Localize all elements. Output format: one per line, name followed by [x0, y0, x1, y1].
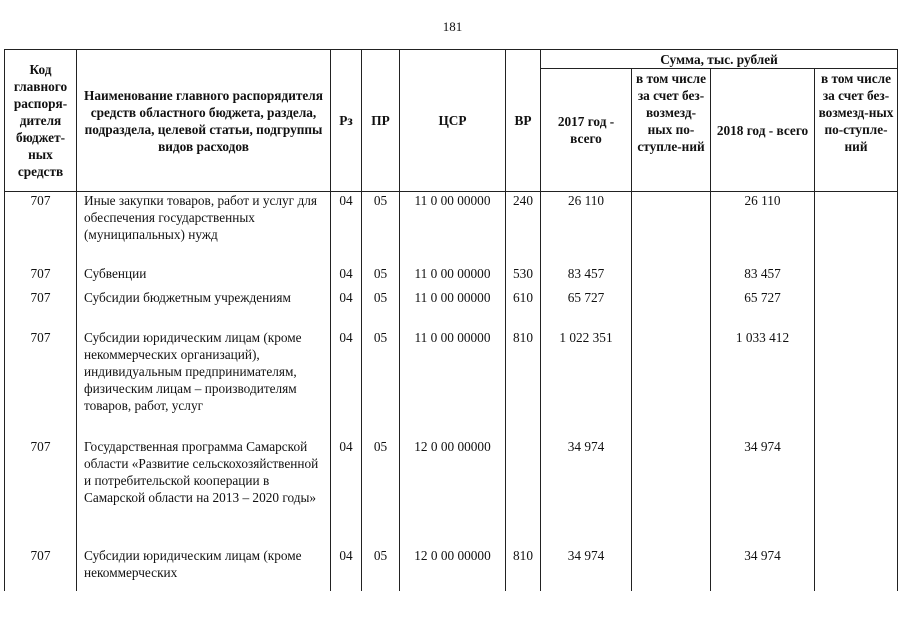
- header-rz: Рз: [331, 50, 362, 192]
- cell-2017-incl: [632, 265, 711, 289]
- cell-vr: 240: [506, 192, 541, 265]
- table-header: [5, 50, 898, 192]
- cell-2017-total: 34 974: [541, 438, 632, 547]
- cell-code: 707: [5, 192, 77, 265]
- cell-2018-total: 34 974: [711, 438, 815, 547]
- cell-csr: 12 0 00 00000: [400, 438, 506, 547]
- cell-2018-incl: [815, 329, 898, 438]
- cell-name: Субсидии юридическим лицам (кроме некоммерческих: [77, 547, 331, 591]
- cell-2017-total: 1 022 351: [541, 329, 632, 438]
- cell-2018-total: 83 457: [711, 265, 815, 289]
- table-row: [5, 289, 898, 329]
- cell-pr: 05: [362, 547, 400, 591]
- cell-2018-incl: [815, 438, 898, 547]
- page-number: 181: [442, 19, 463, 34]
- cell-vr: 530: [506, 265, 541, 289]
- cell-rz: 04: [331, 329, 362, 438]
- header-2017-total: 2017 год - всего: [541, 69, 632, 192]
- cell-2018-incl: [815, 265, 898, 289]
- cell-name: Субсидии бюджетным учреждениям: [77, 289, 331, 329]
- cell-2017-incl: [632, 192, 711, 265]
- header-name: Наименование главного распорядителя средств областного бюджета, раздела, подраздела, целевой статьи, подгруппы видов расходов: [77, 50, 331, 192]
- cell-vr: 810: [506, 547, 541, 591]
- header-sum: Сумма, тыс. рублей: [541, 50, 898, 69]
- header-code: Код главного распоря-дителя бюджет-ных средств: [5, 50, 77, 192]
- cell-csr: 11 0 00 00000: [400, 289, 506, 329]
- cell-rz: 04: [331, 289, 362, 329]
- cell-rz: 04: [331, 438, 362, 547]
- budget-table: [4, 49, 898, 591]
- cell-2018-incl: [815, 192, 898, 265]
- cell-code: 707: [5, 547, 77, 591]
- cell-csr: 11 0 00 00000: [400, 192, 506, 265]
- cell-code: 707: [5, 289, 77, 329]
- header-2017-incl: в том числе за счет без-возмезд-ных по-ступле-ний: [632, 69, 711, 192]
- cell-rz: 04: [331, 192, 362, 265]
- cell-2017-total: 26 110: [541, 192, 632, 265]
- cell-name: Иные закупки товаров, работ и услуг для обеспечения государственных (муниципальных) нужд: [77, 192, 331, 265]
- cell-2017-incl: [632, 289, 711, 329]
- table-row: [5, 547, 898, 591]
- header-2018-total: 2018 год - всего: [711, 69, 815, 192]
- cell-pr: 05: [362, 289, 400, 329]
- cell-2018-total: 1 033 412: [711, 329, 815, 438]
- cell-csr: 11 0 00 00000: [400, 265, 506, 289]
- cell-name: Государственная программа Самарской области «Развитие сельскохозяйственной и потребительской кооперации в Самарской области на 2013 – 2020 годы»: [77, 438, 331, 547]
- cell-rz: 04: [331, 547, 362, 591]
- cell-csr: 12 0 00 00000: [400, 547, 506, 591]
- cell-2017-incl: [632, 438, 711, 547]
- cell-2017-total: 34 974: [541, 547, 632, 591]
- cell-vr: 610: [506, 289, 541, 329]
- cell-pr: 05: [362, 438, 400, 547]
- cell-2018-total: 26 110: [711, 192, 815, 265]
- cell-code: 707: [5, 329, 77, 438]
- cell-pr: 05: [362, 329, 400, 438]
- cell-2017-total: 65 727: [541, 289, 632, 329]
- header-csr: ЦСР: [400, 50, 506, 192]
- cell-pr: 05: [362, 265, 400, 289]
- table-row: [5, 438, 898, 547]
- cell-name: Субвенции: [77, 265, 331, 289]
- cell-name: Субсидии юридическим лицам (кроме некоммерческих организаций), индивидуальным предпринимателям, физическим лицам – производителям товаров, работ, услуг: [77, 329, 331, 438]
- header-pr: ПР: [362, 50, 400, 192]
- table-body: [5, 192, 898, 591]
- cell-rz: 04: [331, 265, 362, 289]
- cell-code: 707: [5, 438, 77, 547]
- cell-vr: [506, 438, 541, 547]
- cell-csr: 11 0 00 00000: [400, 329, 506, 438]
- cell-2018-incl: [815, 547, 898, 591]
- header-2018-incl: в том числе за счет без-возмезд-ных по-ступле-ний: [815, 69, 898, 192]
- cell-pr: 05: [362, 192, 400, 265]
- header-vr: ВР: [506, 50, 541, 192]
- cell-2018-incl: [815, 289, 898, 329]
- cell-vr: 810: [506, 329, 541, 438]
- cell-code: 707: [5, 265, 77, 289]
- table-row: [5, 192, 898, 265]
- cell-2017-total: 83 457: [541, 265, 632, 289]
- table-row: [5, 265, 898, 289]
- cell-2017-incl: [632, 547, 711, 591]
- table-row: [5, 329, 898, 438]
- cell-2017-incl: [632, 329, 711, 438]
- cell-2018-total: 34 974: [711, 547, 815, 591]
- cell-2018-total: 65 727: [711, 289, 815, 329]
